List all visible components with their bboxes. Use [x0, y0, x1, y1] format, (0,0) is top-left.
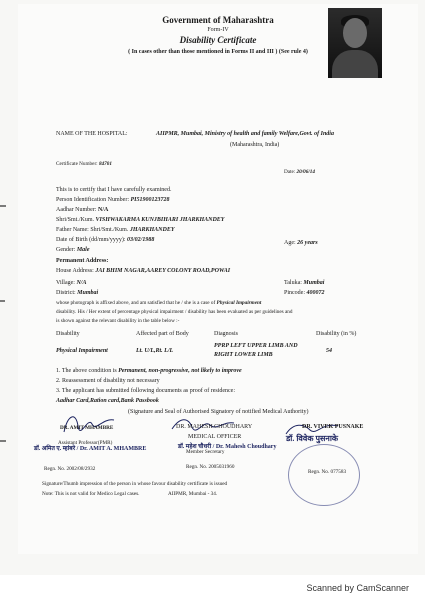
medico-legal-note: Note: This is not valid for Medico Legal cases.	[42, 491, 140, 497]
aadhar-label: Aadhar Number:	[56, 207, 97, 213]
condition-2: 2. Reassessment of disability not necessary	[56, 378, 160, 384]
age-value: 26 years	[297, 240, 318, 246]
col-diagnosis: Diagnosis	[214, 331, 238, 337]
para-line-2: disability. His / Her extent of percentage physical impairment / disability has been evaluated as per guidelines and	[56, 309, 293, 315]
gender-value: Male	[76, 247, 90, 253]
scanner-footer	[0, 575, 425, 600]
signatory-1: DR. AMIT MHAMBRE	[60, 425, 114, 431]
dob-value: 03/02/1988	[127, 237, 155, 243]
condition-3: 3. The applicant has submitted following documents as proof of residence:	[56, 388, 236, 394]
pin-value: PI51900123728	[130, 197, 170, 203]
cell-diagnosis-1: PPRP LEFT UPPER LIMB AND	[214, 343, 298, 349]
taluka-label: Taluka:	[284, 280, 302, 286]
scan-mark	[0, 440, 6, 442]
signatory-3: DR. VIVEK PUSNAKE	[302, 424, 364, 430]
cell-percent: 54	[326, 348, 332, 354]
reg-number-3: Regn. No. 077583	[308, 469, 347, 475]
cert-number: 84701	[98, 161, 112, 167]
taluka-value: Mumbai	[303, 280, 325, 286]
perm-address-label: Permanent Address:	[56, 258, 109, 264]
dob-label: Date of Birth (dd/mm/yyyy):	[56, 237, 126, 243]
reg-number-2: Regn. No. 2005031960	[186, 464, 235, 470]
signatory-2: DR. MAHESH CHOUDHARY	[176, 424, 253, 430]
condition-1-label: 1. The above condition is	[56, 368, 117, 374]
certificate-title: Disability Certificate	[179, 35, 257, 45]
pincode-value: 400072	[306, 290, 325, 296]
house-value: JAI BHIM NAGAR,AAREY COLONY ROAD,POWAI	[95, 268, 231, 274]
signature-caption: (Signature and Seal of Authorised Signatory of notified Medical Authority)	[128, 409, 309, 415]
seal-line-1: डॉ. अमित ए. म्हांबरे / Dr. AMIT A. MHAMBRE	[34, 446, 147, 452]
residence-docs: Aadhar Card,Ration card,Bank Passbook	[56, 398, 159, 404]
gender-label: Gender:	[56, 247, 76, 253]
cert-date: 20/06/14	[296, 169, 315, 175]
certificate-sheet	[18, 4, 418, 554]
seal-line-2: डॉ. महेश चौधरी / Dr. Mahesh Choudhary	[178, 444, 277, 450]
signatory-2-sub: Member Secretary	[186, 449, 225, 455]
para-impairment: Physical Impairment	[216, 300, 262, 306]
aadhar-value: N/A	[98, 207, 109, 213]
village-label: Village:	[56, 280, 75, 286]
hospital-location: (Maharashtra, India)	[230, 142, 280, 148]
signature-mhambre	[58, 408, 118, 438]
government-heading: Government of Maharashtra	[162, 15, 274, 25]
col-affected-part: Affected part of Body	[136, 331, 189, 337]
house-label: House Address:	[56, 268, 94, 274]
reg-number-1: Regn. No. 2002/08/2932	[44, 466, 96, 472]
scan-mark	[0, 300, 5, 302]
certify-text: This is to certify that I have carefully examined.	[56, 187, 172, 193]
hospital-label: NAME OF THE HOSPITAL:	[56, 131, 128, 137]
scan-mark	[0, 205, 6, 207]
cell-diagnosis-2: RIGHT LOWER LIMB	[214, 352, 273, 358]
age-label: Age:	[284, 240, 296, 246]
signatory-2-title: MEDICAL OFFICER	[188, 434, 242, 440]
col-percent: Disability (in %)	[316, 331, 357, 337]
scanner-watermark: Scanned by CamScanner	[306, 583, 409, 593]
district-label: District:	[56, 290, 76, 296]
hospital-name: AIIPMR, Mumbai, Ministry of health and family Welfare,Govt. of India	[156, 131, 334, 137]
signatory-1-title: Assistant Professor(PMR)	[58, 440, 113, 446]
cell-disability: Physical Impairment	[56, 348, 108, 354]
institute-address: AIIPMR, Mumbai - 34.	[168, 491, 218, 497]
para-line-3: is shown against the relevant disability in the table below :-	[56, 318, 180, 324]
village-value: N/A	[76, 280, 87, 286]
father-label: Father Name: Shri/Smt./Kum.	[56, 227, 129, 233]
pin-label: Person Identification Number:	[56, 197, 129, 203]
cell-affected-part: Lt. U/L,Rt. L/L	[136, 348, 174, 354]
pincode-label: Pincode:	[284, 290, 305, 296]
form-number: Form-IV	[207, 27, 229, 33]
name-value: VISHWAKARMA KUNJBIHARI JHARKHANDEY	[95, 217, 225, 223]
cert-number-label: Certificate Number:	[56, 161, 98, 167]
name-label: Shri/Smt./Kum.	[56, 217, 95, 223]
father-value: JHARKHANDEY	[129, 227, 175, 233]
thumb-note: Signature/Thumb impression of the person in whose favour disability certificate is issued	[42, 481, 228, 487]
condition-1-value: Permanent, non-progressive, not likely to improve	[118, 368, 242, 374]
para-line-1: whose photograph is affixed above, and am satisfied that he / she is a case of	[56, 300, 216, 306]
col-disability: Disability	[56, 331, 80, 337]
district-value: Mumbai	[77, 290, 99, 296]
certificate-subtitle: ( In cases other than those mentioned in Forms II and III ) (See rule 4)	[128, 49, 308, 55]
date-label: Date:	[284, 169, 296, 175]
seal-line-3: डॉ. विवेक पुसनाके	[286, 434, 339, 443]
official-stamp	[288, 444, 360, 506]
